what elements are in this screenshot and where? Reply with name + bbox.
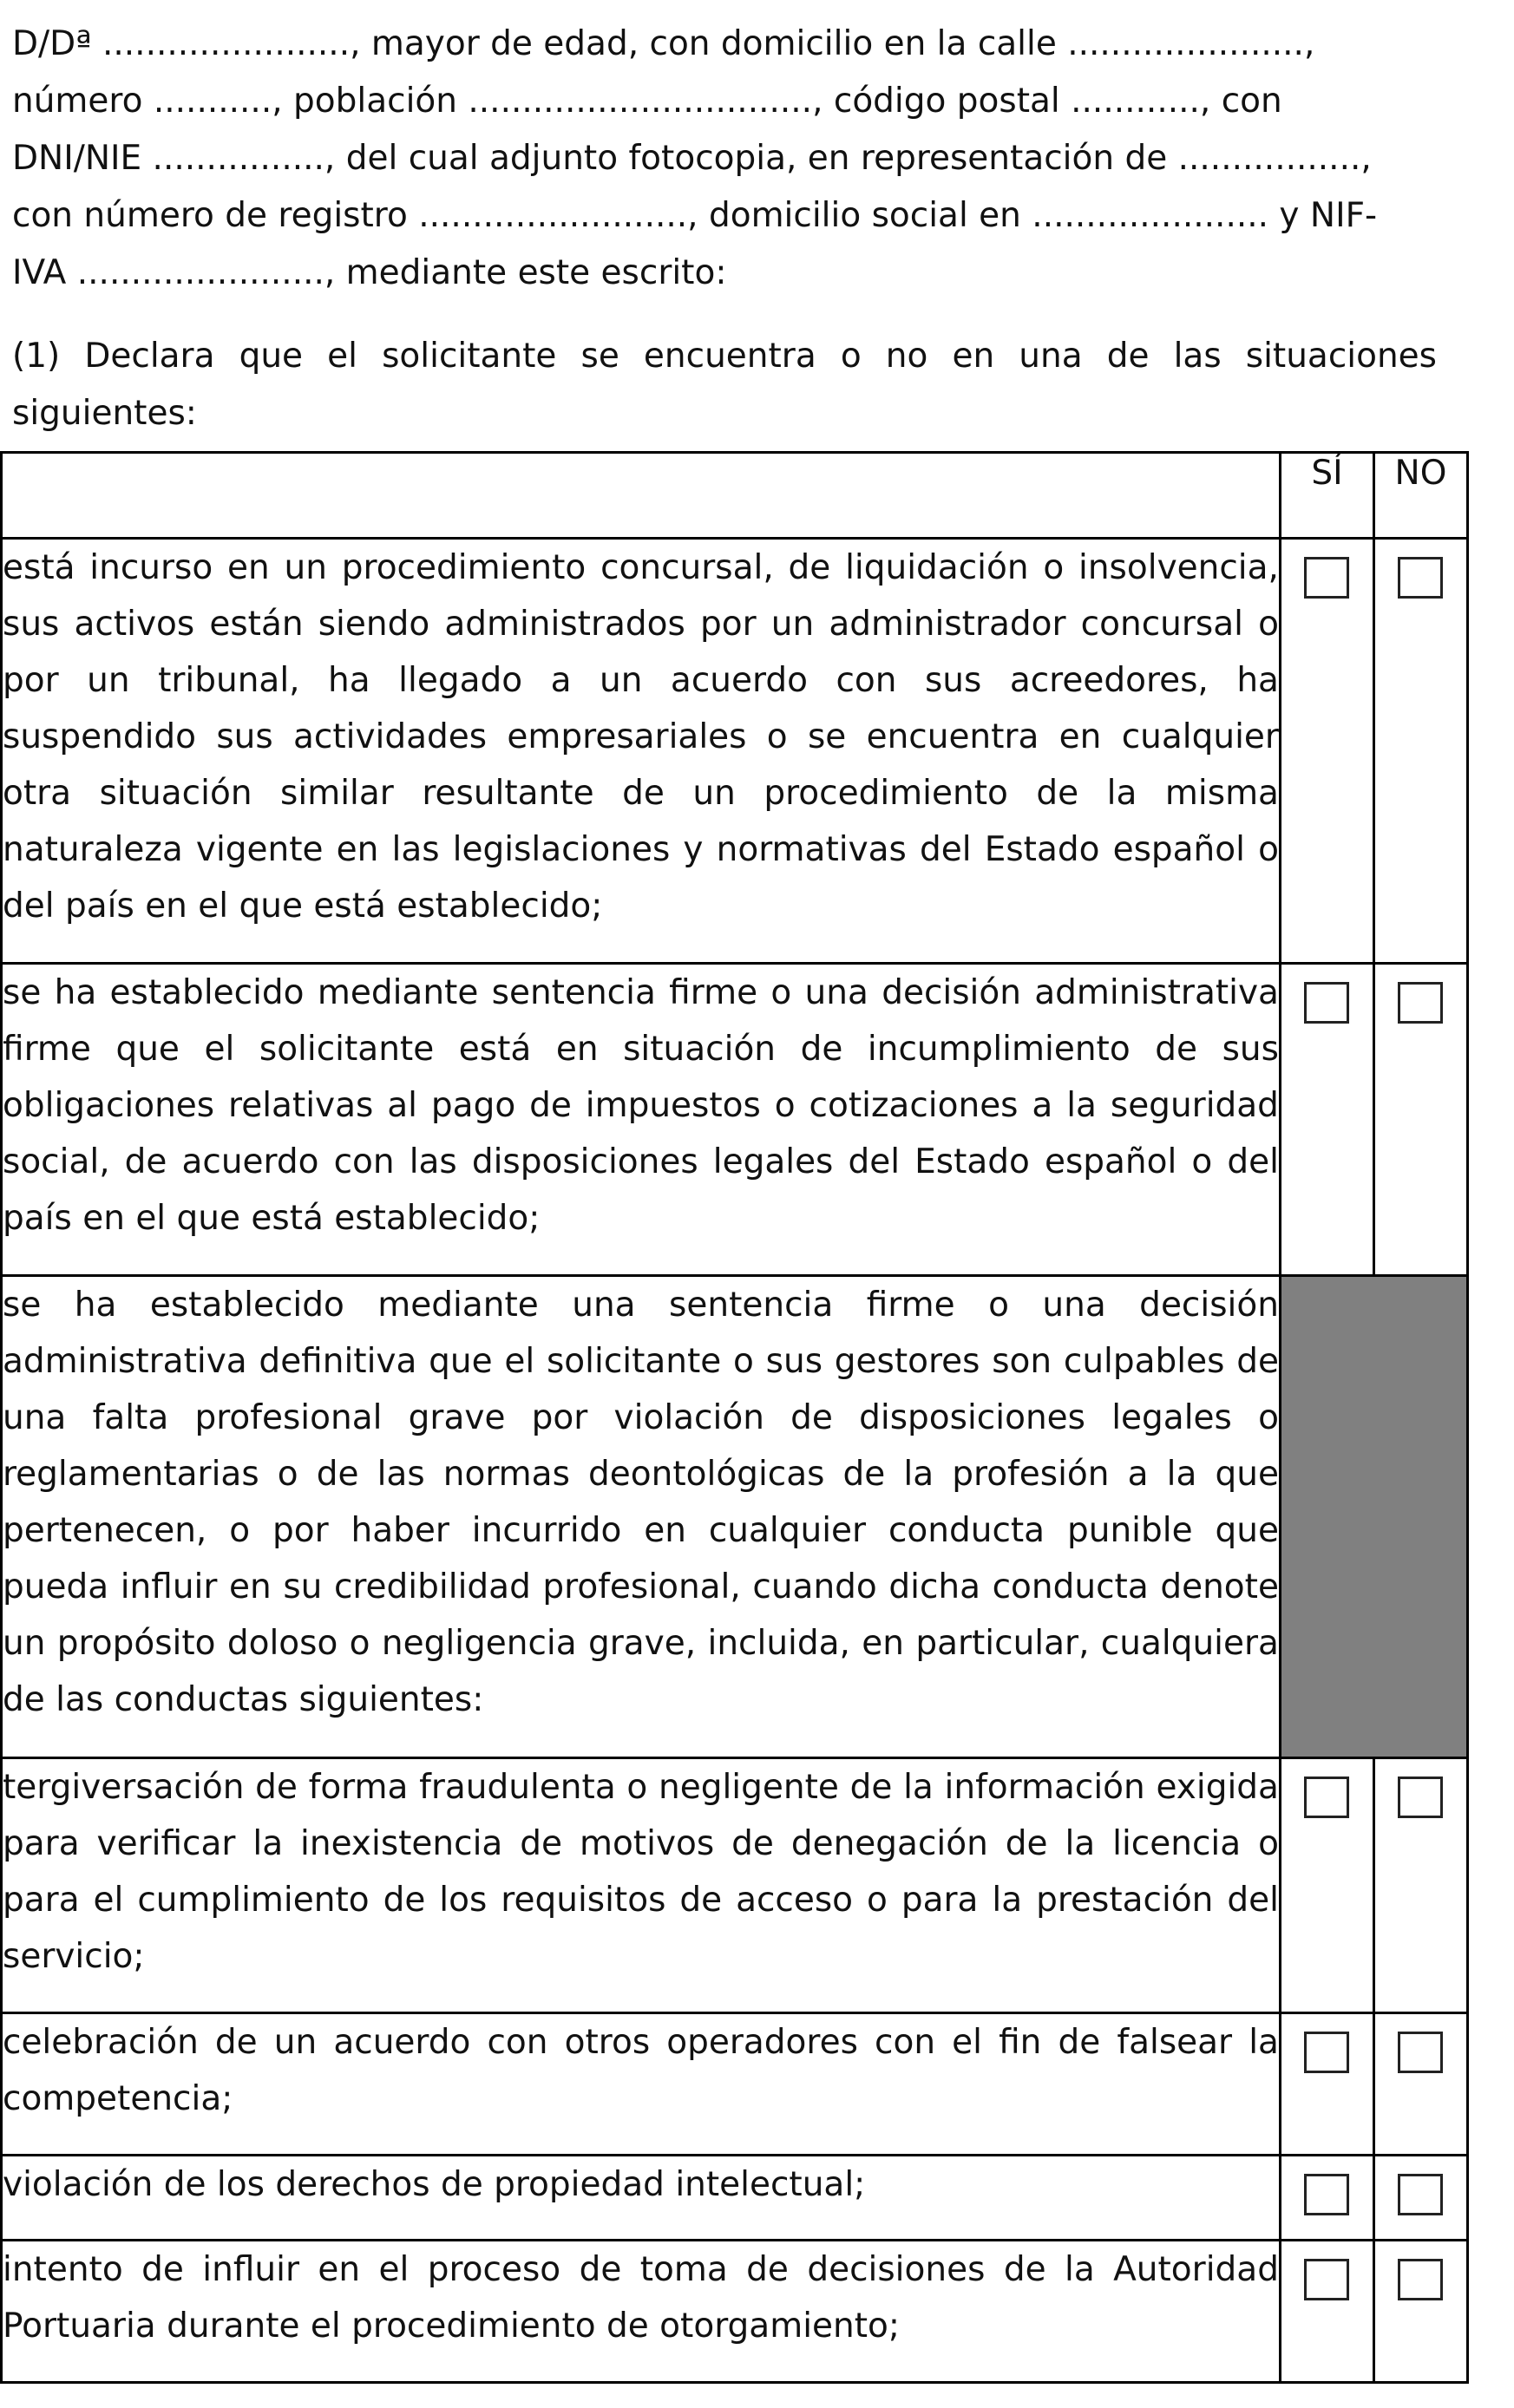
no-cell [1373, 1758, 1467, 2013]
no-cell [1373, 2241, 1467, 2383]
header-empty-cell [2, 453, 1281, 539]
si-checkbox[interactable] [1304, 2032, 1349, 2073]
declaration-table [0, 451, 1469, 2384]
situation-text: tergiversación de forma fraudulenta o negligente de la información exigida para verificar la inexistencia de motivos de denegación de la licencia o para el cumplimiento de los requisitos de acceso o para la prestación del servicio; [2, 1758, 1281, 2013]
table-header-row [2, 453, 1468, 539]
si-checkbox[interactable] [1304, 1777, 1349, 1818]
situation-text: se ha establecido mediante sentencia firme o una decisión administrativa firme que el solicitante está en situación de incumplimiento de sus obligaciones relativas al pago de impuestos o cotizaciones a la seguridad social, de acuerdo con las disposiciones legales del Estado español o del país en el que está establecido; [2, 964, 1281, 1276]
table-row [2, 2156, 1468, 2241]
no-checkbox[interactable] [1398, 982, 1443, 1024]
table-row [2, 539, 1468, 964]
no-cell [1373, 2013, 1467, 2156]
situation-text: está incurso en un procedimiento concursal, de liquidación o insolvencia, sus activos están siendo administrados por un administrador concursal o por un tribunal, ha llegado a un acuerdo con sus acreedores, ha suspendido sus actividades empresariales o se encuentra en cualquier otra situación similar resultante de un procedimiento de la misma naturaleza vigente en las legislaciones y normativas del Estado español o del país en el que está establecido; [2, 539, 1281, 964]
intro-line-5: IVA ......................., mediante este escrito: [12, 253, 727, 292]
no-cell [1373, 2156, 1467, 2241]
si-checkbox[interactable] [1304, 2259, 1349, 2300]
intro-line-3: DNI/NIE ................, del cual adjunto fotocopia, en representación de ................., [12, 139, 1372, 178]
table-row [2, 1758, 1468, 2013]
no-cell [1373, 539, 1467, 964]
situation-text: intento de influir en el proceso de toma de decisiones de la Autoridad Portuaria durante el procedimiento de otorgamiento; [2, 2241, 1281, 2383]
no-checkbox[interactable] [1398, 2259, 1443, 2300]
si-checkbox[interactable] [1304, 2174, 1349, 2215]
si-cell [1280, 539, 1373, 964]
situation-text: violación de los derechos de propiedad intelectual; [2, 2156, 1281, 2241]
situation-text: se ha establecido mediante una sentencia firme o una decisión administrativa definitiva que el solicitante o sus gestores son culpables de una falta profesional grave por violación de disposiciones legales o reglamentarias o de las normas deontológicas de la profesión a la que pertenecen, o por haber incurrido en cualquier conducta punible que pueda influir en su credibilidad profesional, cuando dicha conducta denote un propósito doloso o negligencia grave, incluida, en particular, cualquiera de las conductas siguientes: [2, 1276, 1281, 1758]
header-no: NO [1373, 453, 1467, 539]
si-cell [1280, 2241, 1373, 2383]
table-row [2, 964, 1468, 1276]
no-checkbox[interactable] [1398, 557, 1443, 599]
document-page [12, 16, 1487, 442]
applicant-paragraph [12, 16, 1437, 302]
si-cell [1280, 2013, 1373, 2156]
situation-text: celebración de un acuerdo con otros operadores con el fin de falsear la competencia; [2, 2013, 1281, 2156]
table-row [2, 2241, 1468, 2383]
table-row [2, 1276, 1468, 1758]
header-si: SÍ [1280, 453, 1373, 539]
no-checkbox[interactable] [1398, 2032, 1443, 2073]
si-checkbox[interactable] [1304, 557, 1349, 599]
intro-line-1: D/Dª ......................., mayor de edad, con domicilio en la calle ......................, [12, 24, 1315, 63]
intro-line-2: número ..........., población ................................, código postal ............, con [12, 82, 1282, 121]
no-checkbox[interactable] [1398, 2174, 1443, 2215]
table-row [2, 2013, 1468, 2156]
shaded-cell [1280, 1276, 1467, 1758]
no-checkbox[interactable] [1398, 1777, 1443, 1818]
si-checkbox[interactable] [1304, 982, 1349, 1024]
si-cell [1280, 2156, 1373, 2241]
declaration-statement: (1) Declara que el solicitante se encuentra o no en una de las situaciones siguientes: [12, 337, 1437, 433]
si-cell [1280, 964, 1373, 1276]
si-cell [1280, 1758, 1373, 2013]
no-cell [1373, 964, 1467, 1276]
intro-line-4: con número de registro ........................., domicilio social en ...................... y NIF- [12, 196, 1378, 235]
